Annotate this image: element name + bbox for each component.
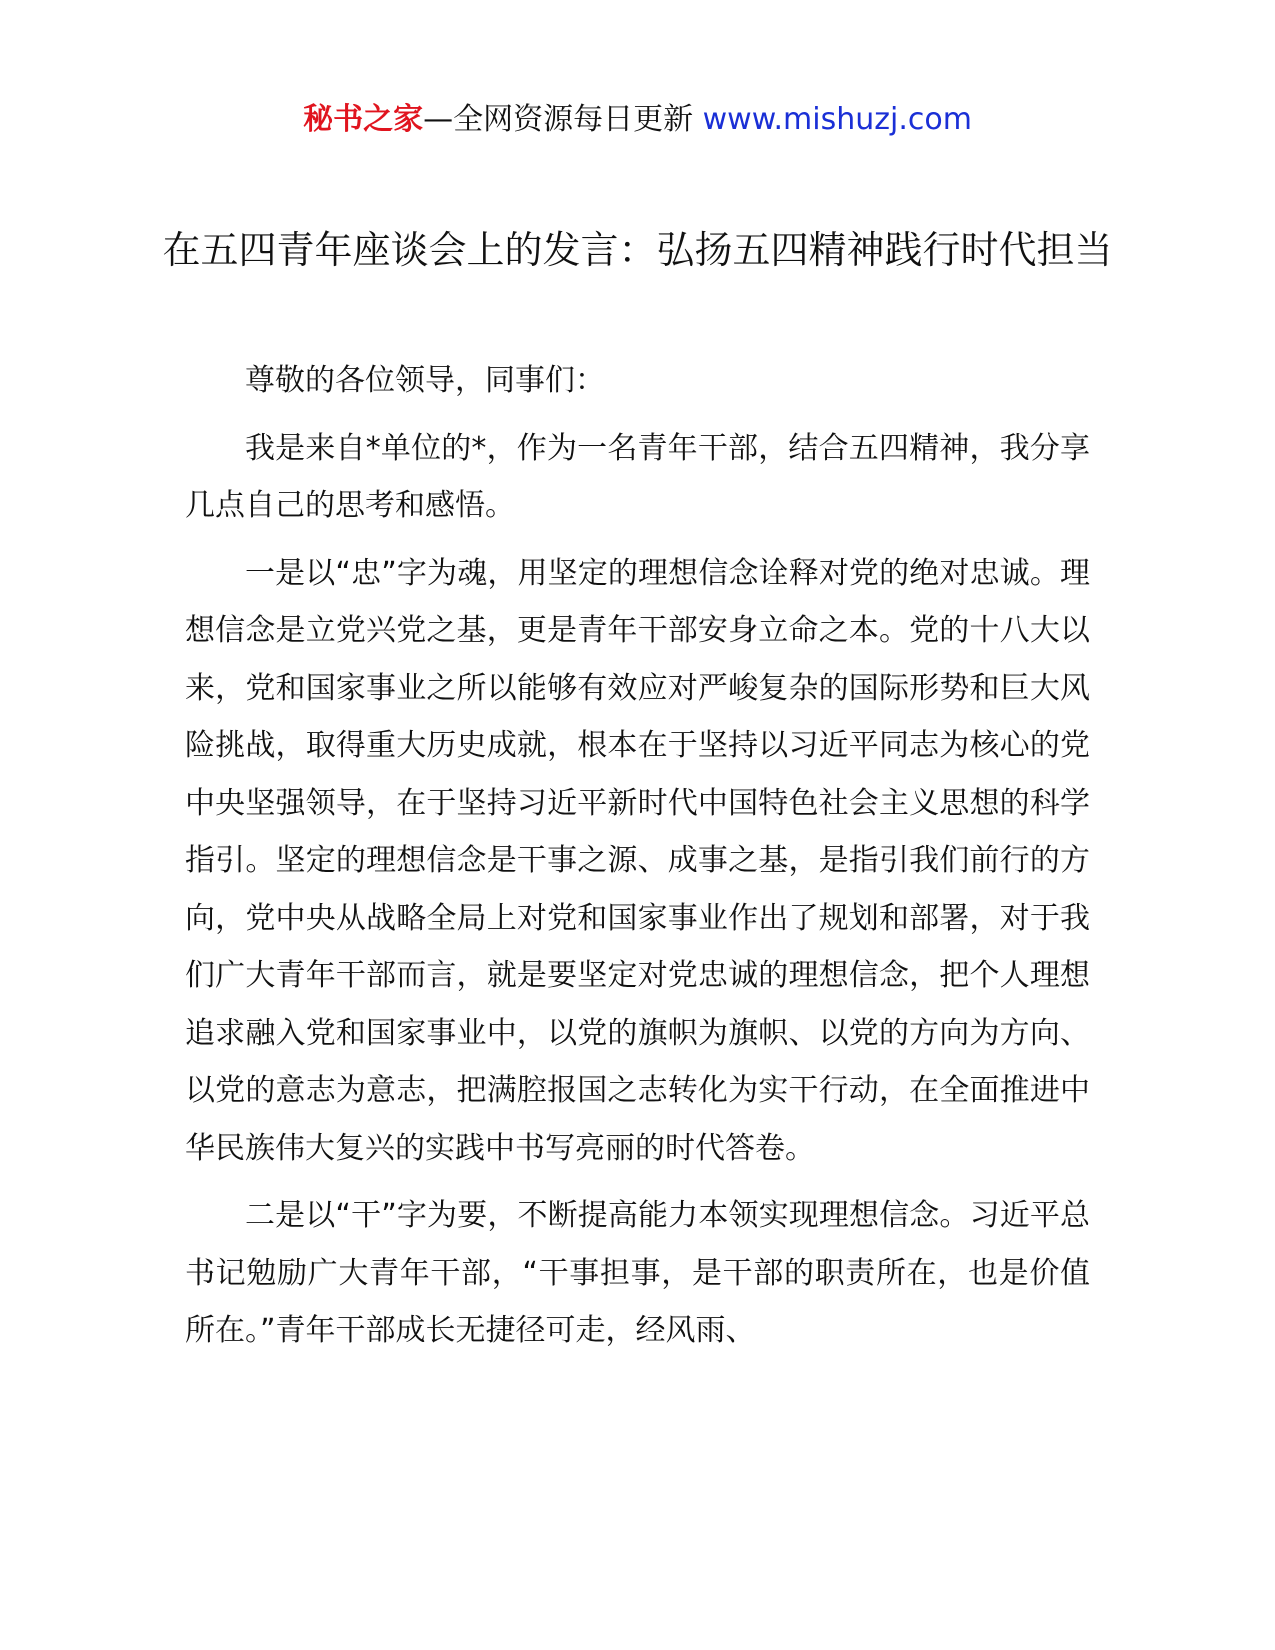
site-url-link[interactable]: www.mishuzj.com <box>702 102 972 137</box>
point-one-paragraph: 一是以“忠”字为魂，用坚定的理想信念诠释对党的绝对忠诚。理想信念是立党兴党之基，更是青年干部安身立命之本。党的十八大以来，党和国家事业之所以能够有效应对严峻复杂的国际形势和巨大风险挑战，取得重大历史成就，根本在于坚持以习近平同志为核心的党中央坚强领导，在于坚持习近平新时代中国特色社会主义思想的科学指引。坚定的理想信念是干事之源、成事之基，是指引我们前行的方向，党中央从战略全局上对党和国家事业作出了规划和部署，对于我们广大青年干部而言，就是要坚定对党忠诚的理想信念，把个人理想追求融入党和国家事业中，以党的旗帜为旗帜、以党的方向为方向、以党的意志为意志，把满腔报国之志转化为实干行动，在全面推进中华民族伟大复兴的实践中书写亮丽的时代答卷。 <box>185 555 1090 1166</box>
document-body <box>185 352 1090 1370</box>
site-header <box>0 100 1275 140</box>
brand-name: 秘书之家 <box>303 102 424 137</box>
intro-paragraph: 我是来自*单位的*，作为一名青年干部，结合五四精神，我分享几点自己的思考和感悟。 <box>185 430 1090 523</box>
salutation-paragraph: 尊敬的各位领导，同事们： <box>245 363 605 398</box>
point-two-paragraph: 二是以“干”字为要，不断提高能力本领实现理想信念。习近平总书记勉励广大青年干部，“干事担事，是干部的职责所在，也是价值所在。”青年干部成长无捷径可走，经风雨、 <box>185 1198 1090 1348</box>
document-title: 在五四青年座谈会上的发言：弘扬五四精神践行时代担当 <box>162 228 1113 272</box>
header-tagline: —全网资源每日更新 <box>423 102 694 137</box>
